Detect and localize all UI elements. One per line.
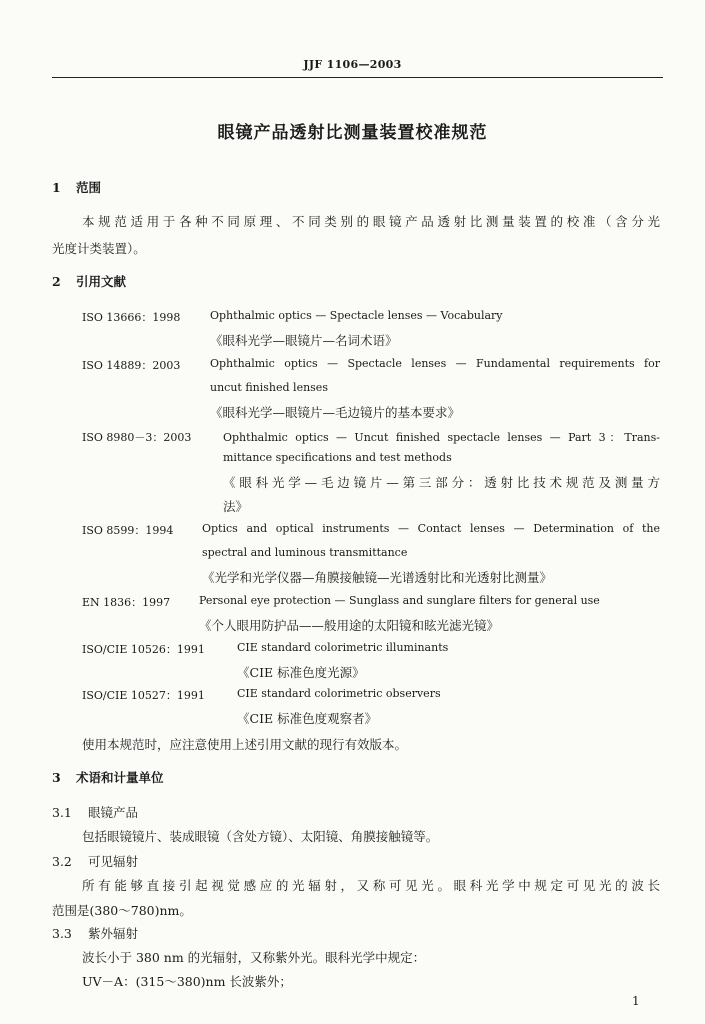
subsection-title: 眼镜产品 (88, 805, 139, 820)
reference-english-title: CIE standard colorimetric illuminants (237, 641, 449, 654)
section-1-para-line-1: 本规范适用于各种不同原理、不同类别的眼镜产品透射比测量装置的校准（含分光 (82, 214, 660, 229)
subsection-3-2-heading (52, 852, 138, 870)
reference-chinese-title: 《光学和光学仪器—角膜接触镜—光谱透射比和光透射比测量》 (202, 570, 553, 585)
reference-code: EN 1836：1997 (82, 596, 171, 609)
subsection-3-3-heading (52, 924, 138, 942)
section-number: 3 (52, 770, 61, 785)
subsection-3-2-text-line-1: 所有能够直接引起视觉感应的光辐射，又称可见光。眼科光学中规定可见光的波长 (82, 878, 660, 893)
subsection-title: 可见辐射 (88, 854, 139, 869)
reference-chinese-title: 《眼科光学—眼镜片—名词术语》 (210, 333, 398, 348)
section-number: 1 (52, 180, 61, 195)
subsection-number: 3.1 (52, 805, 72, 820)
references-note: 使用本规范时，应注意使用上述引用文献的现行有效版本。 (82, 737, 408, 752)
reference-english-title: Personal eye protection — Sunglass and sunglare filters for general use (199, 594, 600, 607)
subsection-3-2-text-line-2: 范围是(380～780)nm。 (52, 903, 192, 918)
header-rule (52, 77, 663, 78)
section-3-heading (52, 768, 164, 786)
reference-chinese-title: 《眼科光学—眼镜片—毛边镜片的基本要求》 (210, 405, 461, 420)
reference-chinese-title: 《个人眼用防护品——般用途的太阳镜和眩光滤光镜》 (199, 618, 500, 633)
reference-chinese-title-cont: 法》 (223, 499, 249, 514)
reference-chinese-title: 《CIE 标准色度光源》 (237, 665, 365, 680)
reference-english-title-cont: mittance specifications and test methods (223, 451, 452, 464)
page-title: 眼镜产品透射比测量装置校准规范 (217, 123, 488, 143)
reference-code: ISO 8599：1994 (82, 524, 174, 537)
section-title: 术语和计量单位 (76, 770, 164, 785)
subsection-3-1-heading (52, 803, 138, 821)
section-2-heading (52, 272, 126, 290)
section-1-para-line-2: 光度计类装置）。 (52, 241, 146, 256)
page-number: 1 (632, 994, 640, 1008)
reference-english-title: Optics and optical instruments — Contact lenses — Determination of the (202, 522, 660, 535)
reference-english-title: Ophthalmic optics — Uncut finished spectacle lenses — Part 3：Trans- (223, 431, 660, 444)
section-1-heading (52, 178, 101, 196)
section-title: 范围 (76, 180, 102, 195)
reference-code: ISO 13666：1998 (82, 311, 181, 324)
reference-code: ISO 14889：2003 (82, 359, 181, 372)
subsection-number: 3.2 (52, 854, 72, 869)
subsection-number: 3.3 (52, 926, 72, 941)
reference-english-title: Ophthalmic optics — Spectacle lenses — Vocabulary (210, 309, 503, 322)
subsection-3-1-text: 包括眼镜镜片、装成眼镜（含处方镜）、太阳镜、角膜接触镜等。 (82, 829, 439, 844)
subsection-3-3-text-line-2: UV－A：(315～380)nm 长波紫外； (82, 974, 292, 989)
reference-chinese-title: 《眼科光学—毛边镜片—第三部分：透射比技术规范及测量方 (223, 475, 660, 490)
reference-english-title-cont: uncut finished lenses (210, 381, 328, 394)
reference-code: ISO/CIE 10527：1991 (82, 689, 205, 702)
section-title: 引用文献 (76, 274, 127, 289)
page-header: JJF 1106—2003 (303, 58, 402, 71)
reference-english-title-cont: spectral and luminous transmittance (202, 546, 408, 559)
subsection-title: 紫外辐射 (88, 926, 139, 941)
reference-english-title: CIE standard colorimetric observers (237, 687, 441, 700)
subsection-3-3-text-line-1: 波长小于 380 nm 的光辐射，又称紫外光。眼科光学中规定： (82, 950, 426, 965)
section-number: 2 (52, 274, 61, 289)
reference-code: ISO 8980－3：2003 (82, 431, 192, 444)
reference-english-title: Ophthalmic optics — Spectacle lenses — Fundamental requirements for (210, 357, 660, 370)
reference-chinese-title: 《CIE 标准色度观察者》 (237, 711, 378, 726)
reference-code: ISO/CIE 10526：1991 (82, 643, 205, 656)
